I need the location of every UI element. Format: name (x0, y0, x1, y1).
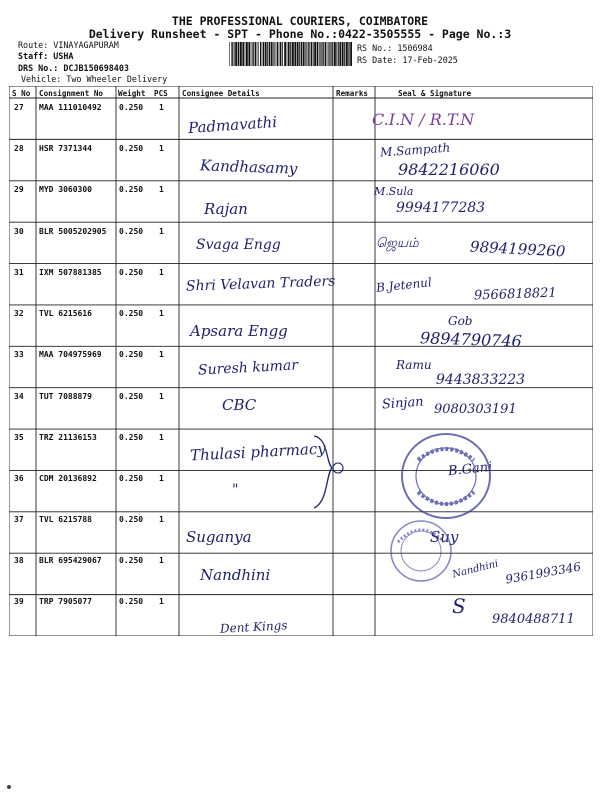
pcs-cell: 1 (159, 268, 164, 277)
weight-cell: 0.250 (119, 556, 144, 565)
weight-cell: 0.250 (119, 597, 144, 606)
phone-handwriting: 9840488711 (492, 612, 575, 627)
phone-handwriting: 9443833223 (436, 372, 526, 388)
signature-handwriting: B.Jetenul (375, 275, 433, 295)
pcs-cell: 1 (159, 350, 164, 359)
col-consignment: Consignment No (39, 89, 104, 98)
sno-cell: 28 (14, 144, 24, 153)
signature-handwriting: ஜெயம் (376, 236, 419, 251)
col-sno: S No (12, 89, 31, 98)
consignment-cell: TVL 6215788 (39, 515, 92, 524)
pcs-cell: 1 (159, 103, 164, 112)
sno-cell: 29 (14, 185, 24, 194)
consignee-handwriting: Apsara Engg (190, 322, 288, 340)
vehicle-label: Vehicle: Two Wheeler Delivery (21, 74, 168, 84)
consignment-cell: HSR 7371344 (39, 144, 92, 153)
pcs-cell: 1 (159, 144, 164, 153)
phone-handwriting: 9894790746 (419, 328, 523, 351)
pcs-cell: 1 (159, 474, 164, 483)
consignment-cell: BLR 5005202905 (39, 227, 107, 236)
col-consignee: Consignee Details (182, 89, 260, 98)
consignee-handwriting: Dent Kings (219, 618, 288, 636)
pharmacy-seal-stamp (396, 430, 496, 522)
sno-cell: 32 (14, 309, 24, 318)
signature-handwriting: Sinjan (381, 394, 425, 413)
sno-cell: 34 (14, 392, 24, 401)
phone-handwriting: 9080303191 (434, 402, 517, 417)
runsheet-table (9, 86, 593, 636)
weight-cell: 0.250 (119, 309, 144, 318)
consignment-cell: BLR 695429067 (39, 556, 102, 565)
consignment-cell: IXM 507881385 (39, 268, 102, 277)
consignee-handwriting: " (232, 482, 239, 498)
sno-cell: 37 (14, 515, 24, 524)
signature-handwriting: Suy (430, 528, 459, 546)
runsheet-title: THE PROFESSIONAL COURIERS, COIMBATORE (171, 14, 429, 28)
rs-number: RS No.: 1506984 (357, 43, 433, 53)
sno-cell: 33 (14, 350, 24, 359)
consignment-cell: MYD 3060300 (39, 185, 92, 194)
col-pcs: PCS (154, 89, 168, 98)
consignment-cell: TVL 6215616 (39, 309, 92, 318)
consignee-handwriting: Kandhasamy (199, 156, 298, 178)
col-seal-signature: Seal & Signature (398, 89, 472, 98)
sno-cell: 35 (14, 433, 24, 442)
consignee-handwriting: Thulasi pharmacy (189, 439, 327, 465)
pcs-cell: 1 (159, 392, 164, 401)
sno-cell: 27 (14, 103, 24, 112)
signature-handwriting: Nandhini (451, 558, 500, 581)
consignment-cell: TUT 7088879 (39, 392, 92, 401)
consignee-handwriting: CBC (222, 396, 257, 414)
consignee-handwriting: Padmavathi (187, 112, 278, 138)
weight-cell: 0.250 (119, 268, 144, 277)
consignee-handwriting: Svaga Engg (196, 237, 281, 253)
weight-cell: 0.250 (119, 515, 144, 524)
drs-number: DRS No.: DCJB150698403 (18, 63, 129, 73)
weight-cell: 0.250 (119, 433, 144, 442)
consignment-cell: MAA 704975969 (39, 350, 102, 359)
pcs-cell: 1 (159, 515, 164, 524)
consignment-cell: TRZ 21136153 (39, 433, 97, 442)
consignment-cell: CDM 20136892 (39, 474, 97, 483)
consignee-handwriting: Nandhini (200, 566, 271, 584)
staff-label: Staff: USHA (18, 51, 74, 61)
route-label: Route: VINAYAGAPURAM (18, 40, 119, 50)
bracket-mark (308, 432, 348, 512)
sno-cell: 30 (14, 227, 24, 236)
sno-cell: 39 (14, 597, 24, 606)
runsheet-subtitle: Delivery Runsheet - SPT - Phone No.:0422-3505555 - Page No.:3 (88, 27, 512, 41)
phone-handwriting: 9894199260 (469, 237, 566, 261)
consignment-cell: MAA 111010492 (39, 103, 102, 112)
pcs-cell: 1 (159, 556, 164, 565)
pcs-cell: 1 (159, 309, 164, 318)
sno-cell: 36 (14, 474, 24, 483)
signature-handwriting: B.Gani (447, 459, 494, 480)
signature-handwriting: M.Sula (374, 185, 414, 198)
round-seal-stamp (386, 516, 459, 586)
consignee-handwriting: Suganya (186, 528, 252, 546)
phone-handwriting: 9994177283 (396, 200, 486, 216)
consignee-handwriting: Suresh kumar (197, 357, 299, 379)
consignee-handwriting: Shri Velavan Traders (185, 273, 336, 295)
pcs-cell: 1 (159, 597, 164, 606)
weight-cell: 0.250 (119, 103, 144, 112)
weight-cell: 0.250 (119, 144, 144, 153)
col-weight: Weight (118, 89, 146, 98)
pcs-cell: 1 (159, 433, 164, 442)
weight-cell: 0.250 (119, 474, 144, 483)
consignment-cell: TRP 7905077 (39, 597, 92, 606)
phone-handwriting: 9842216060 (398, 160, 500, 179)
phone-handwriting: 9361993346 (504, 559, 582, 587)
scan-mark (2, 780, 16, 794)
weight-cell: 0.250 (119, 350, 144, 359)
weight-cell: 0.250 (119, 227, 144, 236)
sno-cell: 38 (14, 556, 24, 565)
barcode (228, 42, 353, 66)
signature-handwriting: S (452, 594, 466, 618)
signature-handwriting: Ramu (396, 358, 432, 372)
sno-cell: 31 (14, 268, 24, 277)
pcs-cell: 1 (159, 227, 164, 236)
signature-handwriting: M.Sampath (379, 140, 451, 160)
rs-date: RS Date: 17-Feb-2025 (357, 55, 458, 65)
weight-cell: 0.250 (119, 185, 144, 194)
consignee-handwriting: Rajan (204, 200, 248, 218)
weight-cell: 0.250 (119, 392, 144, 401)
signature-handwriting: C.I.N / R.T.N (372, 110, 475, 129)
col-remarks: Remarks (336, 89, 369, 98)
phone-handwriting: 9566818821 (473, 285, 557, 304)
signature-handwriting: Gob (448, 314, 473, 328)
pcs-cell: 1 (159, 185, 164, 194)
